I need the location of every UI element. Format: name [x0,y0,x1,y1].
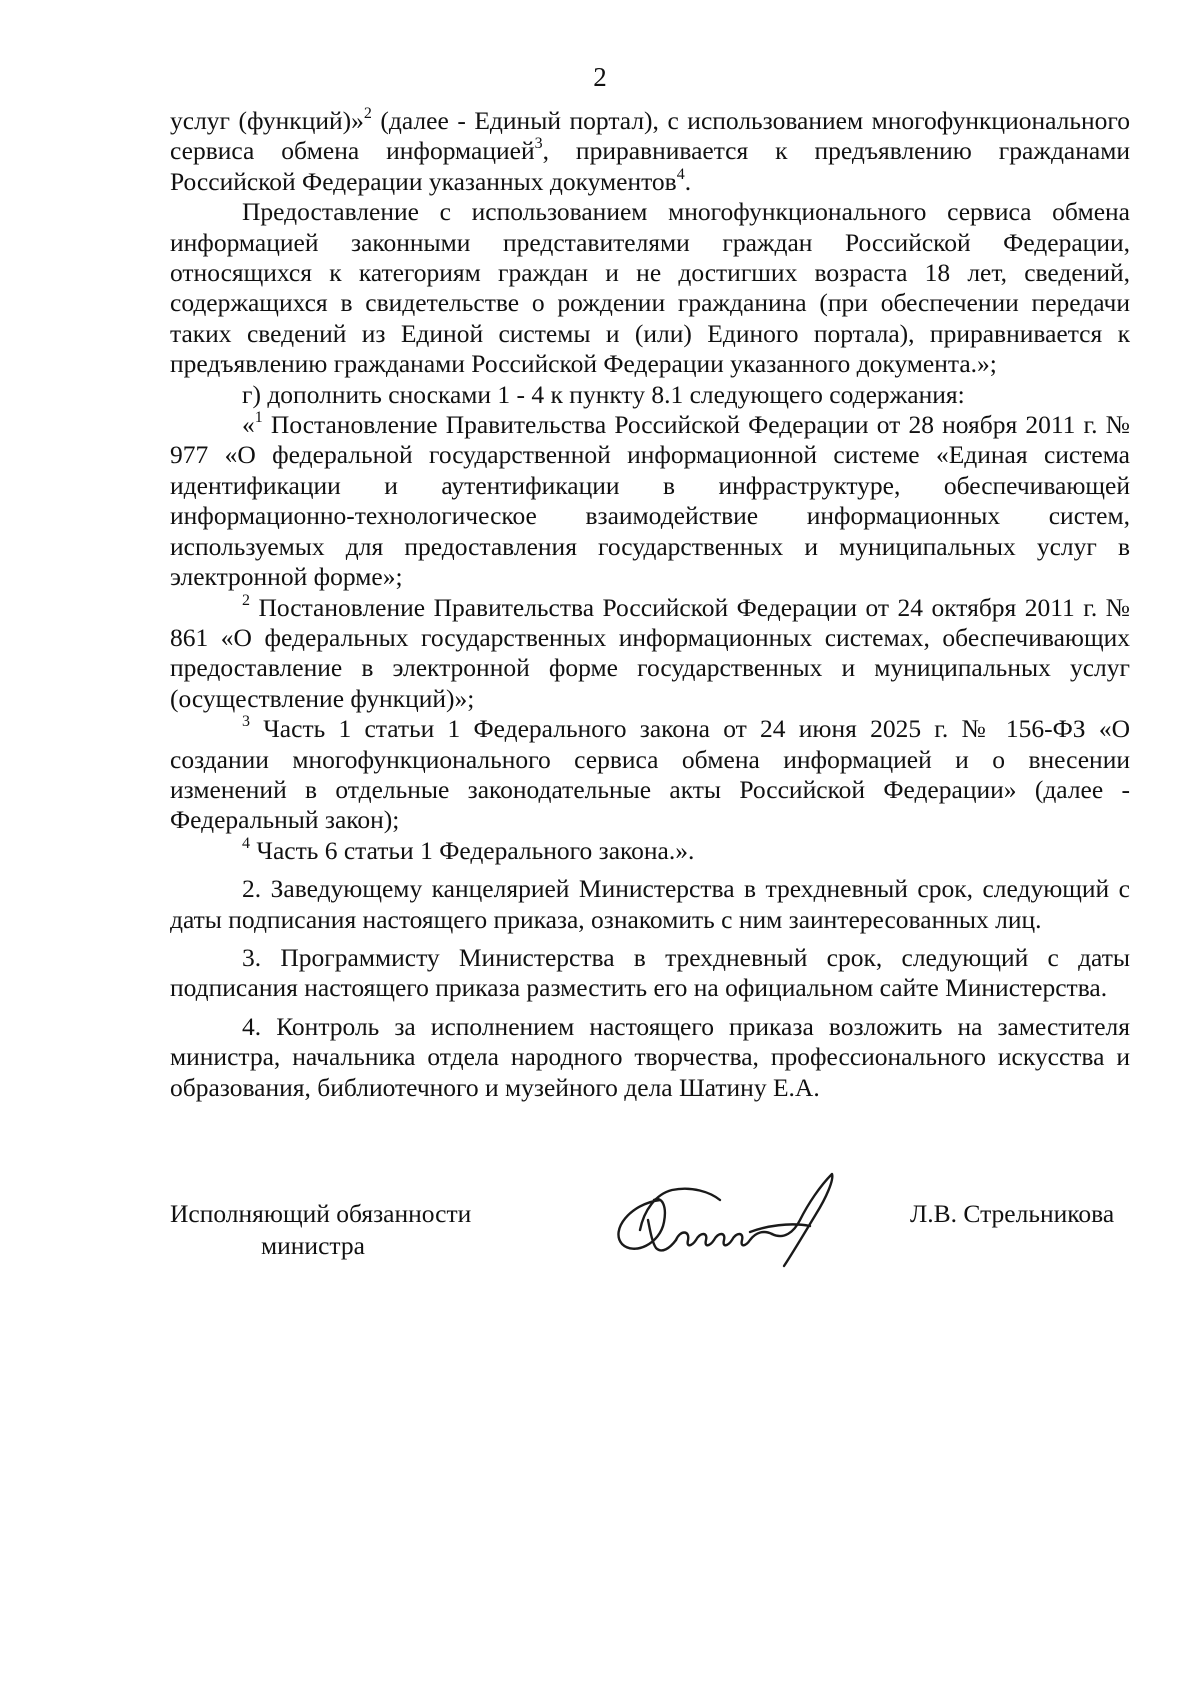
footnote-marker: 4 [676,165,685,183]
signatory-title-line2: министра [261,1231,365,1260]
paragraph-text: . [684,166,692,196]
footnote-2 [170,593,1130,715]
paragraph-birth-certificate [170,197,1130,379]
footnote-marker: 3 [242,713,250,731]
footnote-3 [170,714,1130,836]
paragraph-text: 4. Контроль за исполнением настоящего приказа возложить на заместителя министра, начальника отдела народного творчества, профессионального искусства и образования, библиотечного и музейного дела Шатину Е.А. [170,1011,1130,1102]
paragraph-portal-continuation [170,106,1130,197]
paragraph-text: Часть 1 статьи 1 Федерального закона от 24 июня 2025 г. № 156-ФЗ «О создании многофункционального сервиса обмена информацией и о внесении изменений в отдельные законодательные акты Российской Федерации» (далее - Федеральный закон); [170,714,1130,835]
paragraph-text: г) дополнить сносками 1 - 4 к пункту 8.1 следующего содержания: [242,379,965,409]
order-item-3 [170,943,1130,1004]
footnote-4 [170,836,1130,866]
footnote-marker: 3 [534,135,543,153]
document-body [170,106,1130,1103]
paragraph-text: Часть 6 статьи 1 Федерального закона.». [250,835,695,865]
footnote-marker: 1 [254,409,263,427]
paragraph-text: 2. Заведующему канцелярией Министерства в трехдневный срок, следующий с даты подписания настоящего приказа, ознакомить с ним заинтересованных лиц. [170,874,1130,934]
footnote-marker: 2 [363,105,372,122]
footnote-marker: 4 [242,834,250,852]
paragraph-text: услуг (функций)» [170,106,364,135]
paragraph-text: (далее - Единый портал), с использованием многофункционального сервиса обмена информацией [170,106,1130,166]
paragraph-text: , приравнивается к предъявлению гражданами Российской Федерации указанных документов [170,136,1130,196]
footnote-1 [170,410,1130,592]
signatory-title [170,1198,471,1262]
paragraph-text: Предоставление с использованием многофункционального сервиса обмена информацией законными представителями граждан Российской Федерации, относящихся к категориям граждан и не достигших возраста 18 лет, сведений, содержащихся в свидетельстве о рождении гражданина (при обеспечении передачи таких сведений из Единой системы и (или) Единого портала), приравнивается к предъявлению гражданами Российской Федерации указанного документа.»; [170,197,1130,379]
signer-name: Л.В. Стрельникова [910,1199,1115,1228]
paragraph-text: Постановление Правительства Российской Федерации от 28 ноября 2011 г. № 977 «О федеральной государственной информационной системе «Единая система идентификации и аутентификации в инфраструктуре, обеспечивающей информационно-технологическое взаимодействие информационных систем, используемых для предоставления государственных и муниципальных услуг в электронной форме»; [170,410,1130,592]
signatory-title-line1: Исполняющий обязанности [170,1199,472,1228]
order-item-2 [170,874,1130,935]
paragraph-text: « [242,410,255,440]
page-number: 2 [593,62,607,92]
order-item-4 [170,1012,1130,1103]
paragraph-add-footnotes [170,380,1130,410]
paragraph-text: Постановление Правительства Российской Федерации от 24 октября 2011 г. № 861 «О федеральных государственных информационных системах, обеспечивающих предоставление в электронной форме государственных и муниципальных услуг (осуществление функций)»; [170,592,1130,713]
paragraph-text: 3. Программисту Министерства в трехдневный срок, следующий с даты подписания настоящего приказа разместить его на официальном сайте Министерства. [170,942,1130,1003]
footnote-marker: 2 [242,591,250,609]
handwritten-signature-icon [600,1160,860,1270]
